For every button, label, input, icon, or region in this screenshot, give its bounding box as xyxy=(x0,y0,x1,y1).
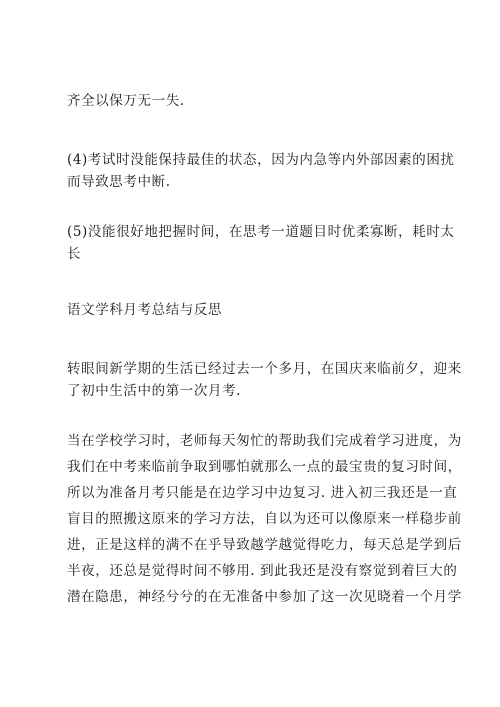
paragraph-6-line-5: 进，正是这样的满不在乎导致越学越觉得吃力，每天总是学到后 xyxy=(67,537,462,553)
paragraph-6-line-4: 盲目的照搬这原来的学习方法，自以为还可以像原来一样稳步前 xyxy=(67,511,462,527)
section-heading: 语文学科月考总结与反思 xyxy=(67,302,223,318)
paragraph-6-line-1: 当在学校学习时，老师每天匆忙的帮助我们完成着学习进度，为 xyxy=(67,433,462,449)
paragraph-5-line-1: 转眼间新学期的生活已经过去一个多月，在国庆来临前夕，迎来 xyxy=(67,361,462,377)
paragraph-3-line-1: (5)没能很好地把握时间，在思考一道题目时优柔寡断，耗时太 xyxy=(67,224,455,240)
paragraph-6-line-7: 潜在隐患，神经兮兮的在无准备中参加了这一次见晓着一个月学 xyxy=(67,589,462,605)
paragraph-3-line-2: 长 xyxy=(67,246,82,262)
paragraph-2-line-2: 而导致思考中断. xyxy=(67,174,171,190)
paragraph-6-line-2: 我们在中考来临前争取到哪怕就那么一点的最宝贵的复习时间， xyxy=(67,459,462,475)
paragraph-6-line-6: 半夜，还总是觉得时间不够用. 到此我还是没有察觉到着巨大的 xyxy=(67,563,458,579)
paragraph-6-line-3: 所以为准备月考只能是在边学习中边复习. 进入初三我还是一直 xyxy=(67,485,458,501)
paragraph-2-line-1: (4)考试时没能保持最佳的状态，因为内急等内外部因素的困扰 xyxy=(67,152,455,168)
paragraph-1-line-1: 齐全以保万无一失. xyxy=(67,93,185,109)
paragraph-5-line-2: 了初中生活中的第一次月考. xyxy=(67,383,242,399)
